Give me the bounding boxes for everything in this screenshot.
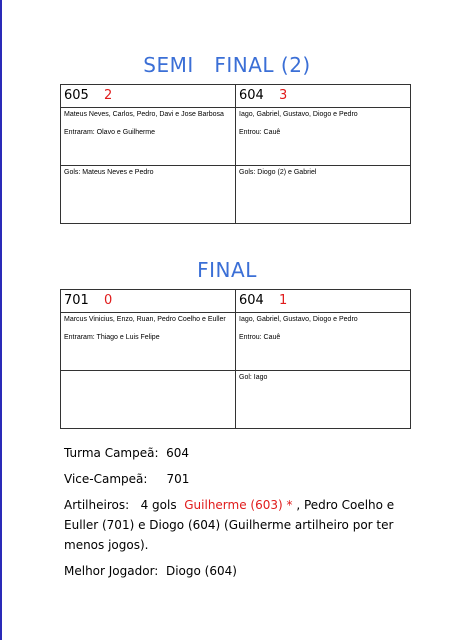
champion-label: Turma Campeã: [64,446,159,460]
semi-right-goals: Gols: Diogo (2) e Gabriel [239,169,317,176]
final-right-score: 1 [279,293,288,308]
semi-right-team: 604 [239,88,264,103]
champion-line [64,443,404,463]
semi-left-lineup-cell [61,108,236,166]
semi-right-score-cell [236,85,411,108]
final-left-team: 701 [64,293,89,308]
semi-final-table [60,84,411,224]
final-right-score-cell [236,290,411,313]
semi-left-team: 605 [64,88,89,103]
final-left-score-cell [61,290,236,313]
scorers-rest: , Pedro Coelho e Euller (701) e Diogo (604) (Guilherme artilheiro por ter menos jogos). [64,498,395,552]
scorers-highlight: Guilherme (603) * [184,498,293,512]
semi-left-players: Mateus Neves, Carlos, Pedro, Davi e Jose Barbosa [64,111,224,118]
final-right-players: Iago, Gabriel, Gustavo, Diogo e Pedro [239,316,358,323]
scorers-line [64,495,404,555]
final-right-goals-cell [236,371,411,429]
semi-left-goals-cell [61,166,236,224]
left-margin-rule [0,0,2,640]
final-left-lineup-cell [61,313,236,371]
scorers-label: Artilheiros: [64,498,130,512]
final-left-score: 0 [104,293,113,308]
vice-value: 701 [166,472,190,486]
results-summary [64,443,404,581]
final-left-subs: Entraram: Thiago e Luis Felipe [64,334,160,341]
final-left-goals-cell [61,371,236,429]
final-title: FINAL [197,258,257,282]
semi-left-score-cell [61,85,236,108]
final-right-goals: Gol: Iago [239,374,268,381]
final-left-players: Marcus Vinicius, Enzo, Ruan, Pedro Coelho e Euller [64,316,226,323]
best-player-line [64,561,404,581]
semi-left-score: 2 [104,88,113,103]
vice-line [64,469,404,489]
final-right-subs: Entrou: Cauê [239,334,281,341]
semi-left-goals: Gols: Mateus Neves e Pedro [64,169,154,176]
best-player-value: Diogo (604) [165,564,237,578]
semi-final-title: SEMI FINAL (2) [143,53,311,77]
semi-right-goals-cell [236,166,411,224]
final-right-team: 604 [239,293,264,308]
scorers-goals: 4 gols [140,498,177,512]
final-right-lineup-cell [236,313,411,371]
semi-right-lineup-cell [236,108,411,166]
final-table [60,289,411,429]
best-player-label: Melhor Jogador: [64,564,159,578]
semi-right-players: Iago, Gabriel, Gustavo, Diogo e Pedro [239,111,358,118]
vice-label: Vice-Campeã: [64,472,148,486]
champion-value: 604 [166,446,190,460]
semi-right-score: 3 [279,88,288,103]
semi-left-subs: Entraram: Olavo e Guilherme [64,129,156,136]
semi-right-subs: Entrou: Cauê [239,129,281,136]
